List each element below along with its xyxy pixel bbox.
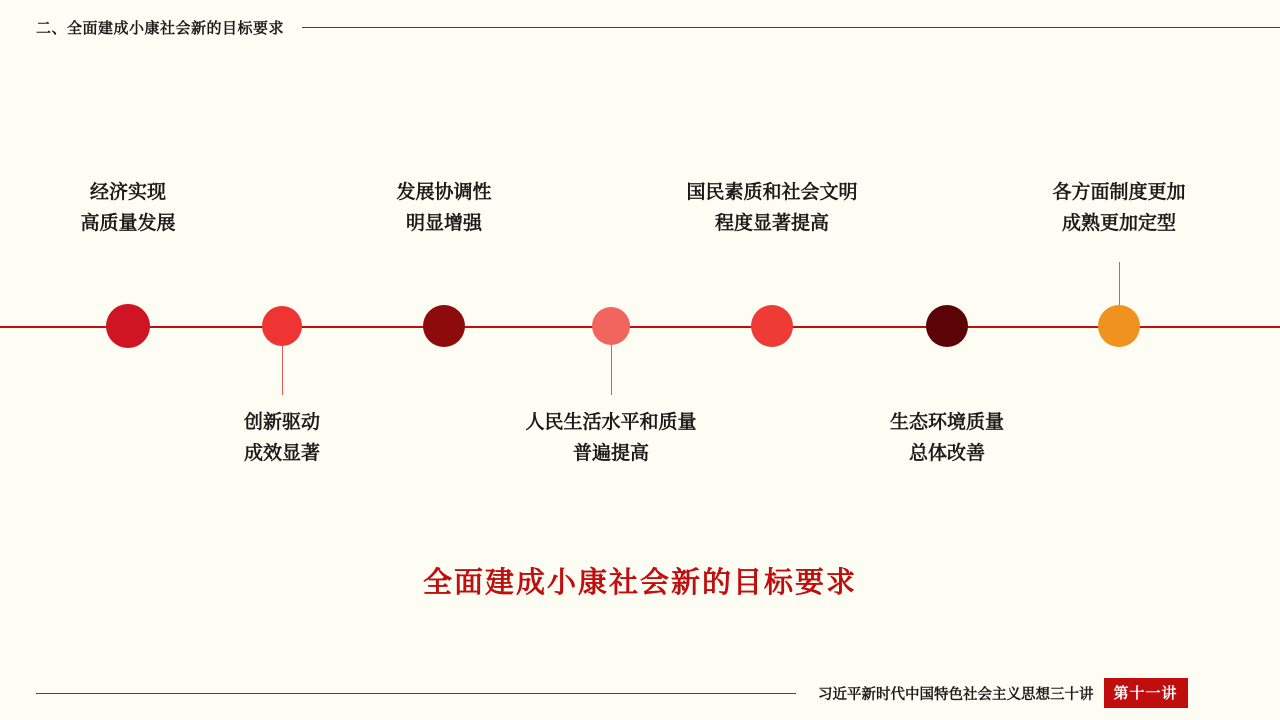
timeline-node-label-line1: 经济实现 (89, 182, 167, 203)
timeline-connector (282, 346, 283, 395)
timeline-node-label-line2: 总体改善 (908, 442, 986, 464)
page-title: 二、全面建成小康社会新的目标要求 (36, 19, 285, 37)
timeline-node-label-line1: 各方面制度更加 (1052, 182, 1186, 203)
timeline-node-dot[interactable] (106, 304, 150, 348)
timeline-node-label (396, 178, 491, 240)
footer-divider (36, 693, 796, 694)
footer-series-title: 习近平新时代中国特色社会主义思想三十讲 (818, 686, 1094, 703)
timeline-node-label-line2: 成效显著 (243, 442, 321, 464)
timeline-node-label (80, 178, 175, 240)
timeline-node-dot[interactable] (1098, 305, 1140, 347)
timeline-node-label-line2: 普遍提高 (572, 442, 650, 464)
timeline-node-dot[interactable] (262, 306, 302, 346)
footer-lecture-badge: 第十一讲 (1104, 678, 1188, 708)
timeline-node-label-line1: 国民素质和社会文明 (686, 182, 858, 203)
timeline-connector (611, 345, 612, 395)
timeline-node-label-line2: 明显增强 (405, 212, 483, 234)
timeline-axis (0, 326, 1280, 328)
timeline-node-dot[interactable] (423, 305, 465, 347)
timeline-node-label-line1: 人民生活水平和质量 (525, 412, 697, 433)
timeline-node-label-line2: 程度显著提高 (714, 212, 830, 234)
timeline-node-label (1052, 178, 1185, 240)
timeline-node-label-line1: 创新驱动 (243, 412, 321, 433)
timeline-node-label-line2: 成熟更加定型 (1061, 212, 1177, 234)
timeline-node-label-line2: 高质量发展 (80, 212, 176, 234)
slide-footer (0, 678, 1280, 708)
timeline-node-dot[interactable] (926, 305, 968, 347)
timeline-node-label-line1: 生态环境质量 (889, 412, 1005, 433)
timeline-node-label (525, 408, 696, 470)
timeline-node-dot[interactable] (592, 307, 630, 345)
timeline-node-label-line1: 发展协调性 (396, 182, 492, 203)
timeline-node-label (244, 408, 320, 470)
timeline-node-label (686, 178, 857, 240)
timeline-node-label (890, 408, 1004, 470)
timeline-connector (1119, 262, 1120, 305)
summary-banner: 全面建成小康社会新的目标要求 (422, 567, 857, 599)
timeline-node-dot[interactable] (751, 305, 793, 347)
